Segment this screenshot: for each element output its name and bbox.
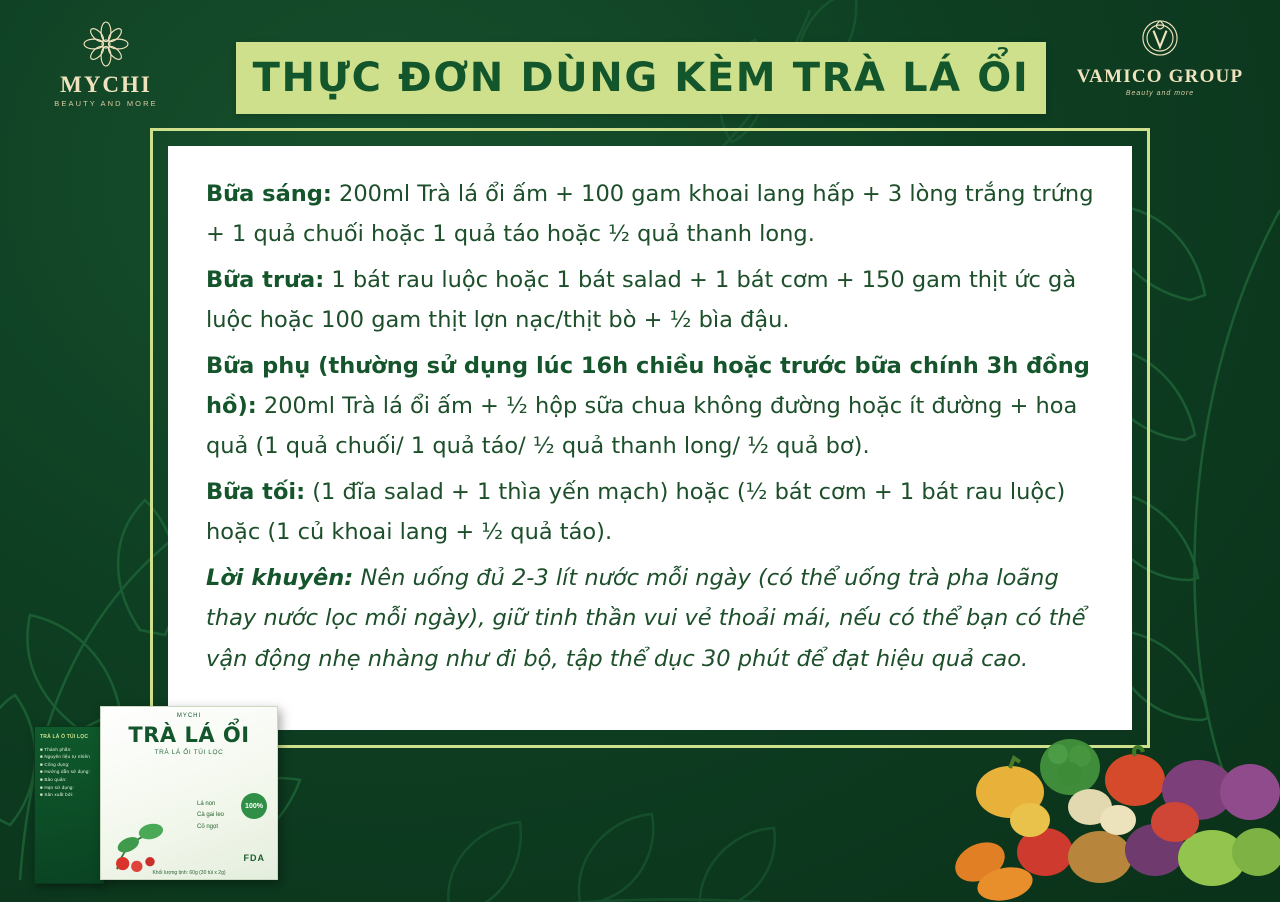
- product-side-line-4: ■ Hướng dẫn sử dụng:: [40, 769, 90, 775]
- product-fda-badge: FDA: [243, 853, 265, 863]
- menu-label-snack: Bữa phụ (thường sử dụng lúc 16h chiều hoặc trước bữa chính 3h đồng hồ):: [206, 353, 1090, 420]
- product-feature-2: Cà gai leo: [197, 812, 225, 819]
- logo-mychi-name: MYCHI: [60, 72, 152, 97]
- menu-item-breakfast: [206, 174, 1094, 254]
- advice-label: Lời khuyên:: [206, 565, 354, 592]
- product-side-line-1: ■ Thành phần:: [40, 746, 72, 752]
- menu-text-snack: 200ml Trà lá ổi ấm + ½ hộp sữa chua không đường hoặc ít đường + hoa quả (1 quả chuối/ 1 quả táo/ ½ quả thanh long/ ½ quả bơ).: [206, 393, 1078, 460]
- product-side-title: TRÀ LÁ Ổ TÚI LỌC: [40, 734, 89, 740]
- v-emblem-icon: [1134, 12, 1186, 64]
- product-vegetable-illustration: [107, 807, 193, 873]
- product-feature-1: Lá non: [197, 801, 216, 807]
- product-name: TRÀ LÁ ỔI: [128, 723, 250, 747]
- advice-note: [206, 558, 1094, 678]
- product-box-front: [100, 706, 278, 880]
- logo-mychi: [26, 18, 186, 108]
- page-title: THỰC ĐƠN DÙNG KÈM TRÀ LÁ ỔI: [252, 55, 1030, 101]
- title-banner: [236, 42, 1046, 114]
- product-side-line-2: ■ Nguyên liệu tự nhiên: [40, 754, 90, 760]
- menu-label-breakfast: Bữa sáng:: [206, 181, 332, 207]
- product-side-line-7: ■ Sản xuất bởi:: [40, 792, 74, 798]
- product-subtitle: TRÀ LÁ ỔI TÚI LỌC: [154, 749, 224, 756]
- product-brand: MYCHI: [176, 713, 202, 719]
- menu-item-lunch: [206, 260, 1094, 340]
- menu-text-breakfast: 200ml Trà lá ổi ấm + 100 gam khoai lang hấp + 3 lòng trắng trứng + 1 quả chuối hoặc 1 quả táo hoặc ½ quả thanh long.: [206, 181, 1094, 248]
- menu-card: [168, 146, 1132, 730]
- logo-vamico-tagline: Beauty and more: [1125, 89, 1195, 97]
- menu-item-dinner: [206, 472, 1094, 552]
- menu-text-dinner: (1 đĩa salad + 1 thìa yến mạch) hoặc (½ bát cơm + 1 bát rau luộc) hoặc (1 củ khoai lang + ½ quả táo).: [206, 479, 1066, 546]
- product-weight: Khối lượng tịnh: 60g (30 túi x 2g): [152, 870, 226, 876]
- menu-label-dinner: Bữa tối:: [206, 479, 306, 506]
- product-feature-3: Cỏ ngọt: [197, 823, 219, 830]
- product-seal-badge: 100%: [241, 793, 267, 819]
- product-side-line-3: ■ Công dụng:: [40, 761, 70, 767]
- product-box-side: [34, 726, 104, 884]
- product-feature-list: [197, 799, 224, 833]
- menu-item-snack: [206, 346, 1094, 466]
- product-package: [18, 696, 318, 896]
- logo-vamico: [1070, 12, 1250, 97]
- logo-mychi-tagline: BEAUTY AND MORE: [54, 99, 158, 109]
- advice-text: Nên uống đủ 2-3 lít nước mỗi ngày (có thể uống trà pha loãng thay nước lọc mỗi ngày), giữ tinh thần vui vẻ thoải mái, nếu có thể bạn có thể vận động nhẹ nhàng như đi bộ, tập thể dục 30 phút để đạt hiệu quả cao.: [206, 565, 1086, 672]
- mandala-flower-icon: [80, 18, 132, 70]
- menu-text-lunch: 1 bát rau luộc hoặc 1 bát salad + 1 bát cơm + 150 gam thịt ức gà luộc hoặc 100 gam thịt lợn nạc/thịt bò + ½ bìa đậu.: [206, 267, 1077, 334]
- menu-label-lunch: Bữa trưa:: [206, 267, 325, 294]
- product-side-line-5: ■ Bảo quản:: [40, 777, 67, 783]
- logo-vamico-name: VAMICO GROUP: [1076, 66, 1244, 87]
- product-side-line-6: ■ Hạn sử dụng:: [40, 784, 75, 790]
- vegetable-cluster: [950, 672, 1280, 902]
